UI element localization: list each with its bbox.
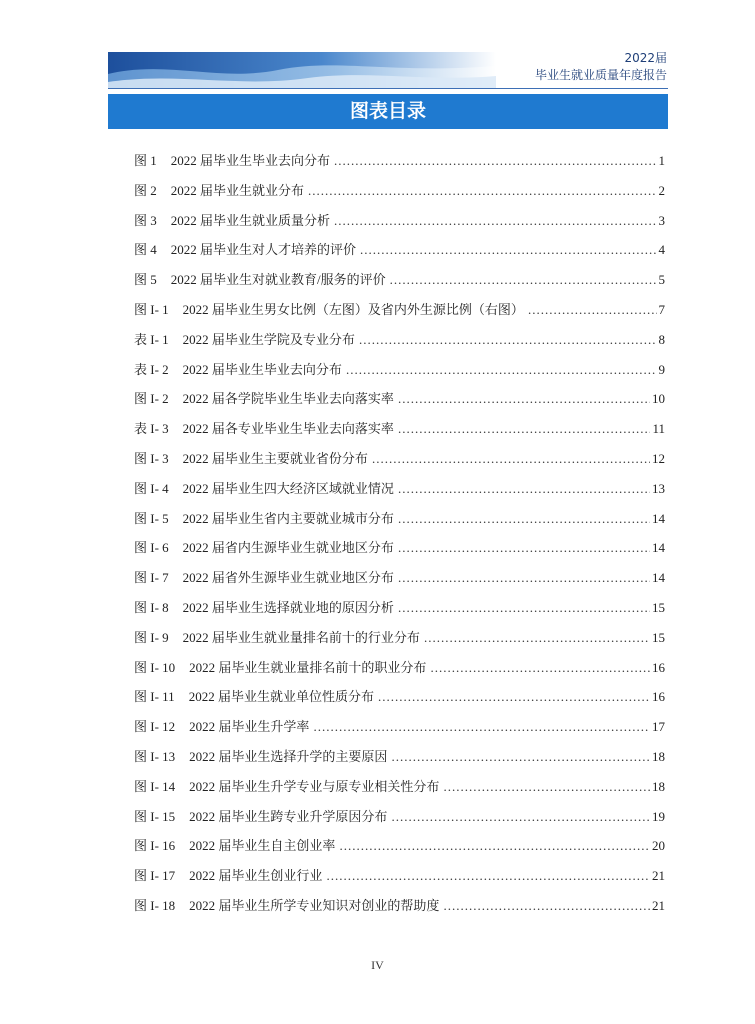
toc-entry-title: 2022 届毕业生就业量排名前十的职业分布 (189, 659, 427, 675)
toc-entry[interactable] (134, 418, 665, 448)
toc-dot-leader (398, 600, 650, 616)
toc-entry-label: 图 I- 16 (134, 838, 176, 854)
toc-dot-leader (398, 511, 650, 527)
toc-entry-title: 2022 届毕业生自主创业率 (189, 838, 336, 854)
toc-entry-label: 图 I- 18 (134, 897, 176, 913)
toc-dot-leader (359, 332, 657, 348)
toc-entry-title: 2022 届毕业生就业分布 (170, 182, 305, 198)
toc-entry[interactable] (134, 239, 665, 269)
toc-entry-label: 图 I- 13 (134, 748, 176, 764)
toc-entry-label: 图 I- 11 (134, 689, 175, 705)
toc-entry-label: 图 I- 7 (134, 570, 169, 586)
toc-entry-title: 2022 届毕业生省内主要就业城市分布 (182, 510, 394, 526)
toc-entry-page: 16 (652, 689, 665, 705)
table-of-figures (134, 150, 665, 925)
toc-entry-label: 图 1 (134, 153, 157, 168)
toc-entry-label: 表 I- 3 (134, 421, 169, 437)
toc-entry-label: 图 I- 15 (134, 808, 176, 824)
toc-entry-title: 2022 届省内生源毕业生就业地区分布 (182, 540, 394, 556)
toc-dot-leader (398, 540, 650, 556)
toc-entry[interactable] (134, 686, 665, 716)
toc-entry-title: 2022 届毕业生就业质量分析 (170, 212, 331, 228)
toc-entry-title: 2022 届毕业生毕业去向分布 (170, 153, 331, 168)
toc-entry-page: 16 (652, 659, 665, 675)
toc-entry[interactable] (134, 448, 665, 478)
toc-entry[interactable] (134, 269, 665, 299)
toc-dot-leader (372, 451, 650, 467)
toc-entry-title: 2022 届毕业生主要就业省份分布 (182, 450, 368, 466)
toc-entry-title: 2022 届毕业生对人才培养的评价 (170, 242, 357, 258)
toc-dot-leader (398, 421, 651, 437)
toc-entry-title: 2022 届各专业毕业生毕业去向落实率 (182, 421, 394, 437)
toc-entry-label: 图 I- 3 (134, 450, 169, 466)
toc-entry-page: 14 (652, 570, 665, 586)
toc-entry-title: 2022 届毕业生就业量排名前十的行业分布 (182, 629, 420, 645)
toc-entry-label: 图 I- 4 (134, 480, 169, 496)
toc-dot-leader (391, 809, 650, 825)
toc-dot-leader (326, 868, 650, 884)
toc-entry-page: 21 (652, 868, 665, 884)
toc-entry-page: 15 (652, 599, 665, 615)
toc-entry-title: 2022 届各学院毕业生毕业去向落实率 (182, 391, 394, 407)
toc-entry-page: 18 (652, 778, 665, 794)
toc-entry-label: 图 I- 9 (134, 629, 169, 645)
toc-entry-title: 2022 届毕业生对就业教育/服务的评价 (170, 272, 386, 288)
toc-entry[interactable] (134, 567, 665, 597)
toc-dot-leader (443, 898, 650, 914)
toc-entry-title: 2022 届毕业生跨专业升学原因分布 (189, 808, 388, 824)
toc-entry-page: 10 (652, 391, 665, 407)
toc-entry-page: 21 (652, 897, 665, 913)
toc-entry-title: 2022 届毕业生所学专业知识对创业的帮助度 (189, 897, 440, 913)
toc-dot-leader (360, 242, 656, 258)
toc-entry-title: 2022 届毕业生升学专业与原专业相关性分布 (189, 778, 440, 794)
toc-entry[interactable] (134, 478, 665, 508)
toc-entry-page: 19 (652, 808, 665, 824)
toc-entry-title: 2022 届毕业生男女比例（左图）及省内外生源比例（右图） (182, 301, 524, 317)
toc-entry[interactable] (134, 657, 665, 687)
toc-entry-title: 2022 届毕业生创业行业 (189, 868, 323, 884)
report-header (535, 50, 667, 84)
report-name: 毕业生就业质量年度报告 (534, 68, 667, 82)
toc-entry-label: 图 I- 8 (134, 599, 169, 615)
toc-dot-leader (334, 153, 656, 169)
toc-entry-page: 4 (658, 242, 665, 258)
toc-entry-page: 20 (652, 838, 665, 854)
toc-entry-page: 14 (652, 510, 665, 526)
toc-dot-leader (391, 749, 650, 765)
toc-entry[interactable] (134, 597, 665, 627)
toc-entry-title: 2022 届毕业生升学率 (189, 719, 310, 735)
toc-dot-leader (424, 630, 650, 646)
toc-entry-label: 图 I- 12 (134, 719, 176, 735)
toc-entry[interactable] (134, 299, 665, 329)
toc-dot-leader (378, 689, 650, 705)
toc-entry[interactable] (134, 508, 665, 538)
toc-entry-label: 图 I- 1 (134, 301, 169, 317)
toc-entry-page: 7 (658, 301, 665, 317)
toc-entry[interactable] (134, 329, 665, 359)
toc-entry[interactable] (134, 359, 665, 389)
header-divider (108, 88, 668, 89)
toc-entry-label: 图 I- 2 (134, 391, 169, 407)
toc-dot-leader (313, 719, 650, 735)
toc-entry[interactable] (134, 895, 665, 925)
toc-entry-page: 15 (652, 629, 665, 645)
toc-entry[interactable] (134, 627, 665, 657)
toc-dot-leader (430, 660, 650, 676)
toc-entry-label: 图 I- 14 (134, 778, 176, 794)
toc-entry-title: 2022 届毕业生选择就业地的原因分析 (182, 599, 394, 615)
toc-entry-label: 图 2 (134, 182, 157, 198)
toc-dot-leader (334, 213, 656, 229)
toc-entry-title: 2022 届毕业生学院及专业分布 (182, 331, 355, 347)
toc-entry[interactable] (134, 835, 665, 865)
toc-entry[interactable] (134, 865, 665, 895)
toc-entry[interactable] (134, 210, 665, 240)
toc-entry[interactable] (134, 746, 665, 776)
header-wave-banner (108, 52, 496, 88)
wave-graphic (108, 52, 496, 88)
page-title: 图表目录 (108, 94, 668, 129)
toc-entry-title: 2022 届毕业生选择升学的主要原因 (189, 748, 388, 764)
toc-entry[interactable] (134, 537, 665, 567)
toc-dot-leader (398, 570, 650, 586)
toc-entry-label: 图 5 (134, 272, 157, 288)
toc-entry-page: 8 (658, 331, 665, 347)
toc-entry-label: 图 I- 5 (134, 510, 169, 526)
toc-entry-label: 图 I- 6 (134, 540, 169, 556)
toc-entry-page: 9 (658, 361, 665, 377)
toc-entry-page: 1 (658, 153, 665, 168)
toc-entry-page: 3 (658, 212, 665, 228)
page-number: IV (371, 958, 384, 972)
toc-entry[interactable] (134, 806, 665, 836)
toc-entry-label: 图 4 (134, 242, 157, 258)
toc-dot-leader (339, 838, 650, 854)
toc-dot-leader (443, 779, 650, 795)
toc-entry-title: 2022 届毕业生就业单位性质分布 (188, 689, 374, 705)
toc-entry-label: 表 I- 1 (134, 331, 169, 347)
toc-entry-page: 17 (652, 719, 665, 735)
toc-entry-label: 图 3 (134, 212, 157, 228)
toc-dot-leader (398, 481, 650, 497)
toc-entry-label: 图 I- 17 (134, 868, 176, 884)
toc-entry[interactable] (134, 776, 665, 806)
toc-entry-page: 13 (652, 480, 665, 496)
toc-entry-label: 表 I- 2 (134, 361, 169, 377)
toc-dot-leader (528, 302, 657, 318)
toc-entry[interactable] (134, 180, 665, 210)
toc-entry-title: 2022 届省外生源毕业生就业地区分布 (182, 570, 394, 586)
toc-entry-page: 14 (652, 540, 665, 556)
toc-entry-page: 11 (652, 421, 665, 437)
toc-dot-leader (398, 391, 650, 407)
toc-entry-page: 5 (658, 272, 665, 288)
toc-entry-page: 2 (658, 182, 665, 198)
toc-entry-page: 12 (652, 450, 665, 466)
toc-entry[interactable] (134, 716, 665, 746)
toc-entry[interactable] (134, 388, 665, 418)
toc-dot-leader (346, 362, 657, 378)
toc-entry[interactable] (134, 150, 665, 180)
toc-entry-page: 18 (652, 748, 665, 764)
report-year: 2022届 (624, 51, 667, 65)
toc-entry-title: 2022 届毕业生毕业去向分布 (182, 361, 342, 377)
toc-entry-label: 图 I- 10 (134, 659, 176, 675)
toc-dot-leader (390, 272, 657, 288)
toc-dot-leader (308, 183, 656, 199)
toc-entry-title: 2022 届毕业生四大经济区域就业情况 (182, 480, 394, 496)
